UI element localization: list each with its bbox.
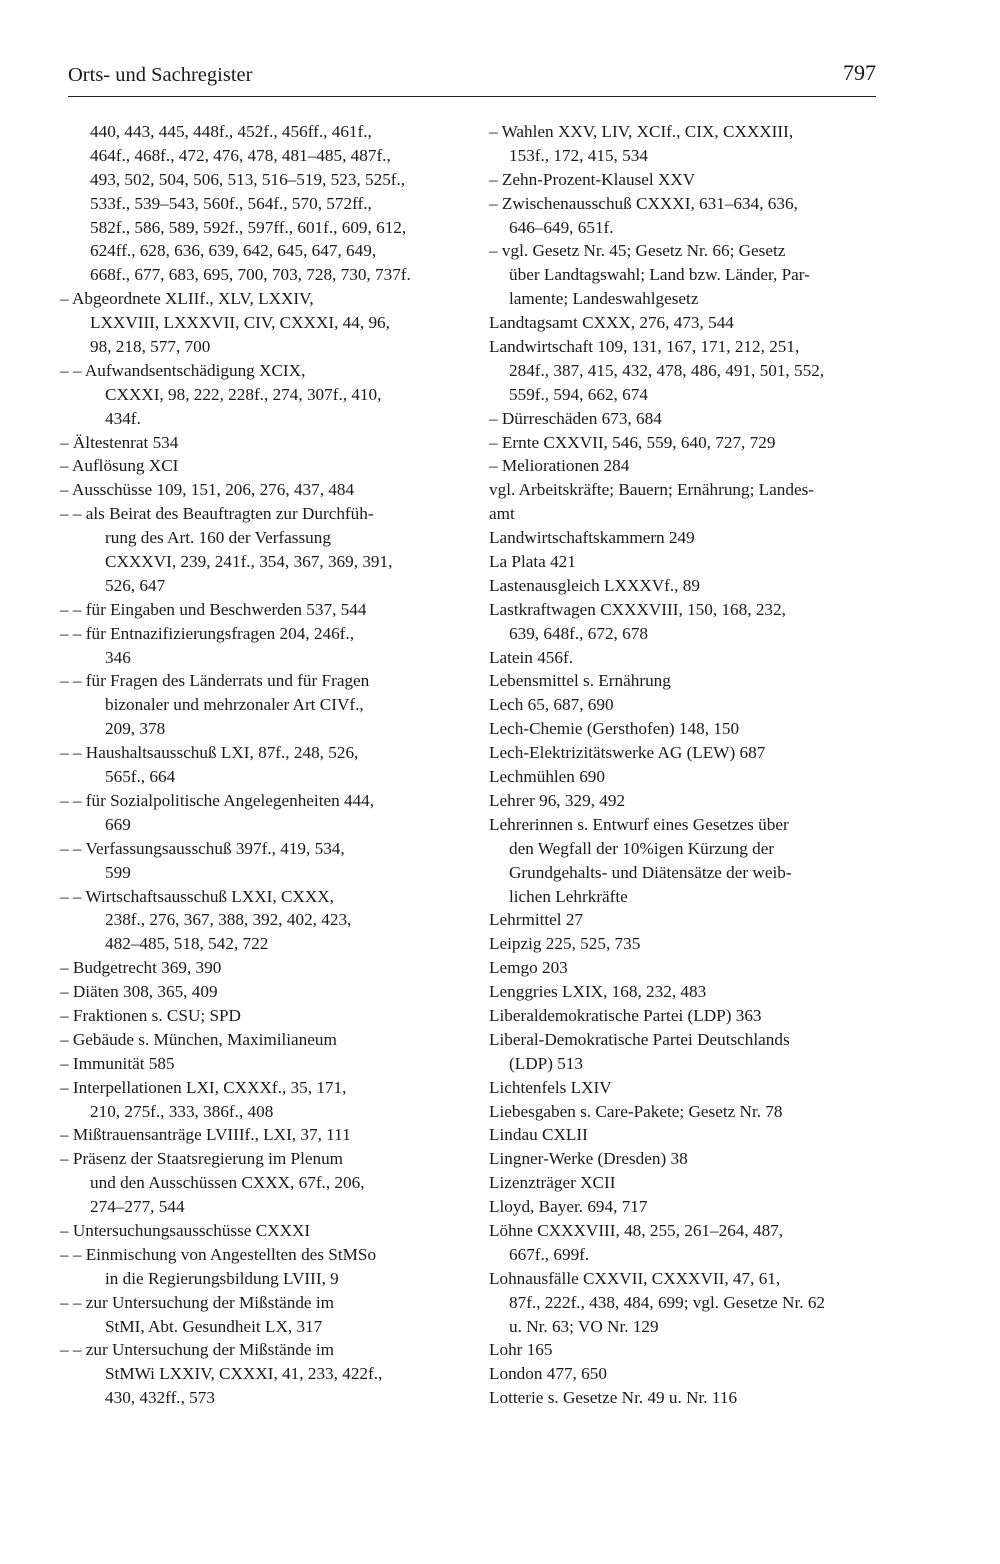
index-line: La Plata 421 (489, 552, 576, 572)
index-line: 238f., 276, 367, 388, 392, 402, 423, (105, 910, 352, 930)
index-line: – Auflösung XCI (60, 456, 179, 476)
index-line: London 477, 650 (489, 1364, 607, 1384)
index-line: Liberal-Demokratische Partei Deutschlands (489, 1029, 790, 1049)
index-line: lichen Lehrkräfte (509, 886, 628, 906)
index-line: 582f., 586, 589, 592f., 597ff., 601f., 609, 612, (90, 217, 407, 237)
index-line: Liebesgaben s. Care-Pakete; Gesetz Nr. 78 (489, 1101, 783, 1121)
index-line: – – für Eingaben und Beschwerden 537, 544 (60, 599, 367, 619)
index-line: CXXXI, 98, 222, 228f., 274, 307f., 410, (105, 384, 382, 404)
index-line: – Gebäude s. München, Maximilianeum (60, 1029, 337, 1049)
index-line: 434f. (105, 408, 141, 428)
index-line: Lebensmittel s. Ernährung (489, 671, 671, 691)
index-line: 669 (105, 814, 131, 834)
index-line: StMI, Abt. Gesundheit LX, 317 (105, 1316, 323, 1336)
index-line: 667f., 699f. (509, 1244, 590, 1264)
index-line: – – Einmischung von Angestellten des StMSo (60, 1244, 377, 1264)
index-line: – – Wirtschaftsausschuß LXXI, CXXX, (60, 886, 334, 906)
index-line: 599 (105, 862, 131, 882)
index-line: u. Nr. 63; VO Nr. 129 (509, 1316, 659, 1336)
index-line: Latein 456f. (489, 647, 573, 667)
index-line: 639, 648f., 672, 678 (509, 623, 648, 643)
index-line: – Abgeordnete XLIIf., XLV, LXXIV, (60, 289, 314, 309)
index-line: Lotterie s. Gesetze Nr. 49 u. Nr. 116 (489, 1388, 738, 1408)
index-line: über Landtagswahl; Land bzw. Länder, Par- (509, 265, 810, 285)
index-line: – Untersuchungsausschüsse CXXXI (60, 1220, 311, 1240)
index-line: 209, 378 (105, 719, 166, 739)
index-line: amt (489, 504, 515, 524)
index-line: StMWi LXXIV, CXXXI, 41, 233, 422f., (105, 1364, 383, 1384)
index-line: – Wahlen XXV, LIV, XCIf., CIX, CXXXIII, (489, 122, 794, 141)
index-line: – – zur Untersuchung der Mißstände im (60, 1340, 334, 1360)
index-line: vgl. Arbeitskräfte; Bauern; Ernährung; Landes- (489, 480, 815, 500)
index-line: rung des Art. 160 der Verfassung (105, 528, 331, 548)
index-line: Lehrer 96, 329, 492 (489, 790, 626, 810)
index-line: Grundgehalts- und Diätensätze der weib- (509, 862, 792, 882)
index-line: Lloyd, Bayer. 694, 717 (489, 1197, 648, 1217)
index-line: Lohnausfälle CXXVII, CXXXVII, 47, 61, (489, 1268, 781, 1288)
index-line: bizonaler und mehrzonaler Art CIVf., (105, 695, 364, 715)
index-line: – – für Entnazifizierungsfragen 204, 246f., (60, 623, 355, 643)
index-line: lamente; Landeswahlgesetz (509, 289, 699, 309)
index-line: – – Haushaltsausschuß LXI, 87f., 248, 526, (60, 743, 359, 763)
index-line: 346 (105, 647, 131, 667)
index-line: Leipzig 225, 525, 735 (489, 934, 641, 954)
index-line: 430, 432ff., 573 (105, 1388, 215, 1408)
index-line: – Dürreschäden 673, 684 (489, 408, 662, 428)
index-line: Lemgo 203 (489, 958, 568, 978)
index-line: (LDP) 513 (509, 1053, 583, 1073)
index-line: Landwirtschaftskammern 249 (489, 528, 695, 548)
index-line: – Meliorationen 284 (489, 456, 630, 476)
index-line: Lichtenfels LXIV (489, 1077, 612, 1097)
index-line: 274–277, 544 (90, 1197, 185, 1217)
index-line: – – zur Untersuchung der Mißstände im (60, 1292, 334, 1312)
index-line: 526, 647 (105, 575, 166, 595)
index-line: 284f., 387, 415, 432, 478, 486, 491, 501, 552, (509, 360, 825, 380)
index-line: 482–485, 518, 542, 722 (105, 934, 269, 954)
index-line: Löhne CXXXVIII, 48, 255, 261–264, 487, (489, 1220, 784, 1240)
index-line: – Mißtrauensanträge LVIIIf., LXI, 37, 111 (60, 1125, 351, 1145)
index-line: Liberaldemokratische Partei (LDP) 363 (489, 1005, 762, 1025)
index-line: 153f., 172, 415, 534 (509, 145, 648, 165)
index-line: 87f., 222f., 438, 484, 699; vgl. Gesetze Nr. 62 (509, 1292, 826, 1312)
index-line: den Wegfall der 10%igen Kürzung der (509, 838, 775, 858)
index-line: Landtagsamt CXXX, 276, 473, 544 (489, 313, 734, 333)
index-line: Lech 65, 687, 690 (489, 695, 614, 715)
index-line: LXXVIII, LXXXVII, CIV, CXXXI, 44, 96, (90, 313, 390, 333)
index-line: – Ausschüsse 109, 151, 206, 276, 437, 484 (60, 480, 355, 500)
index-column-left (60, 120, 460, 1410)
index-line: – Ältestenrat 534 (60, 432, 179, 452)
index-line: 624ff., 628, 636, 639, 642, 645, 647, 649, (90, 241, 377, 261)
index-line: – Fraktionen s. CSU; SPD (60, 1005, 241, 1025)
index-line: – – für Sozialpolitische Angelegenheiten 444, (60, 790, 375, 810)
index-line: Lohr 165 (489, 1340, 553, 1360)
index-line: 493, 502, 504, 506, 513, 516–519, 523, 525f., (90, 169, 406, 189)
index-line: 533f., 539–543, 560f., 564f., 570, 572ff., (90, 193, 372, 213)
index-line: Lastenausgleich LXXXVf., 89 (489, 575, 700, 595)
index-line: Lech-Elektrizitätswerke AG (LEW) 687 (489, 743, 766, 763)
index-line: – Ernte CXXVII, 546, 559, 640, 727, 729 (489, 432, 776, 452)
index-line: 464f., 468f., 472, 476, 478, 481–485, 487f., (90, 145, 391, 165)
index-line: – – als Beirat des Beauftragten zur Durchfüh- (60, 504, 374, 524)
index-line: Lehrerinnen s. Entwurf eines Gesetzes über (489, 814, 789, 834)
index-column-right (489, 120, 881, 1410)
index-line: Lizenzträger XCII (489, 1173, 616, 1193)
running-title: Orts- und Sachregister (68, 64, 253, 86)
index-line: – Immunität 585 (60, 1053, 175, 1073)
index-line: – Diäten 308, 365, 409 (60, 982, 218, 1002)
index-line: – Präsenz der Staatsregierung im Plenum (60, 1149, 344, 1169)
index-line: 210, 275f., 333, 386f., 408 (90, 1101, 274, 1121)
page-header (68, 60, 876, 97)
index-line: – Budgetrecht 369, 390 (60, 958, 222, 978)
index-line: – – Aufwandsentschädigung XCIX, (60, 360, 306, 380)
index-line: 565f., 664 (105, 767, 176, 787)
index-line: Lastkraftwagen CXXXVIII, 150, 168, 232, (489, 599, 786, 619)
index-line: – – Verfassungsausschuß 397f., 419, 534, (60, 838, 345, 858)
index-line: Lech-Chemie (Gersthofen) 148, 150 (489, 719, 740, 739)
index-line: – Interpellationen LXI, CXXXf., 35, 171, (60, 1077, 347, 1097)
index-line: Lingner-Werke (Dresden) 38 (489, 1149, 688, 1169)
index-line: Landwirtschaft 109, 131, 167, 171, 212, 251, (489, 337, 800, 357)
index-line: Lenggries LXIX, 168, 232, 483 (489, 982, 707, 1002)
index-line: Lehrmittel 27 (489, 910, 584, 930)
index-line: 440, 443, 445, 448f., 452f., 456ff., 461f., (90, 122, 372, 141)
page-number: 797 (843, 60, 876, 85)
index-line: – Zehn-Prozent-Klausel XXV (489, 169, 696, 189)
index-line: – – für Fragen des Länderrats und für Fragen (60, 671, 370, 691)
index-line: in die Regierungsbildung LVIII, 9 (105, 1268, 339, 1288)
index-line: – vgl. Gesetz Nr. 45; Gesetz Nr. 66; Gesetz (489, 241, 786, 261)
index-line: 98, 218, 577, 700 (90, 337, 211, 357)
index-line: CXXXVI, 239, 241f., 354, 367, 369, 391, (105, 552, 393, 572)
index-line: – Zwischenausschuß CXXXI, 631–634, 636, (489, 193, 798, 213)
index-line: 668f., 677, 683, 695, 700, 703, 728, 730, 737f. (90, 265, 411, 285)
index-line: 559f., 594, 662, 674 (509, 384, 648, 404)
index-line: Lindau CXLII (489, 1125, 588, 1145)
index-line: und den Ausschüssen CXXX, 67f., 206, (90, 1173, 365, 1193)
index-line: 646–649, 651f. (509, 217, 614, 237)
index-line: Lechmühlen 690 (489, 767, 605, 787)
